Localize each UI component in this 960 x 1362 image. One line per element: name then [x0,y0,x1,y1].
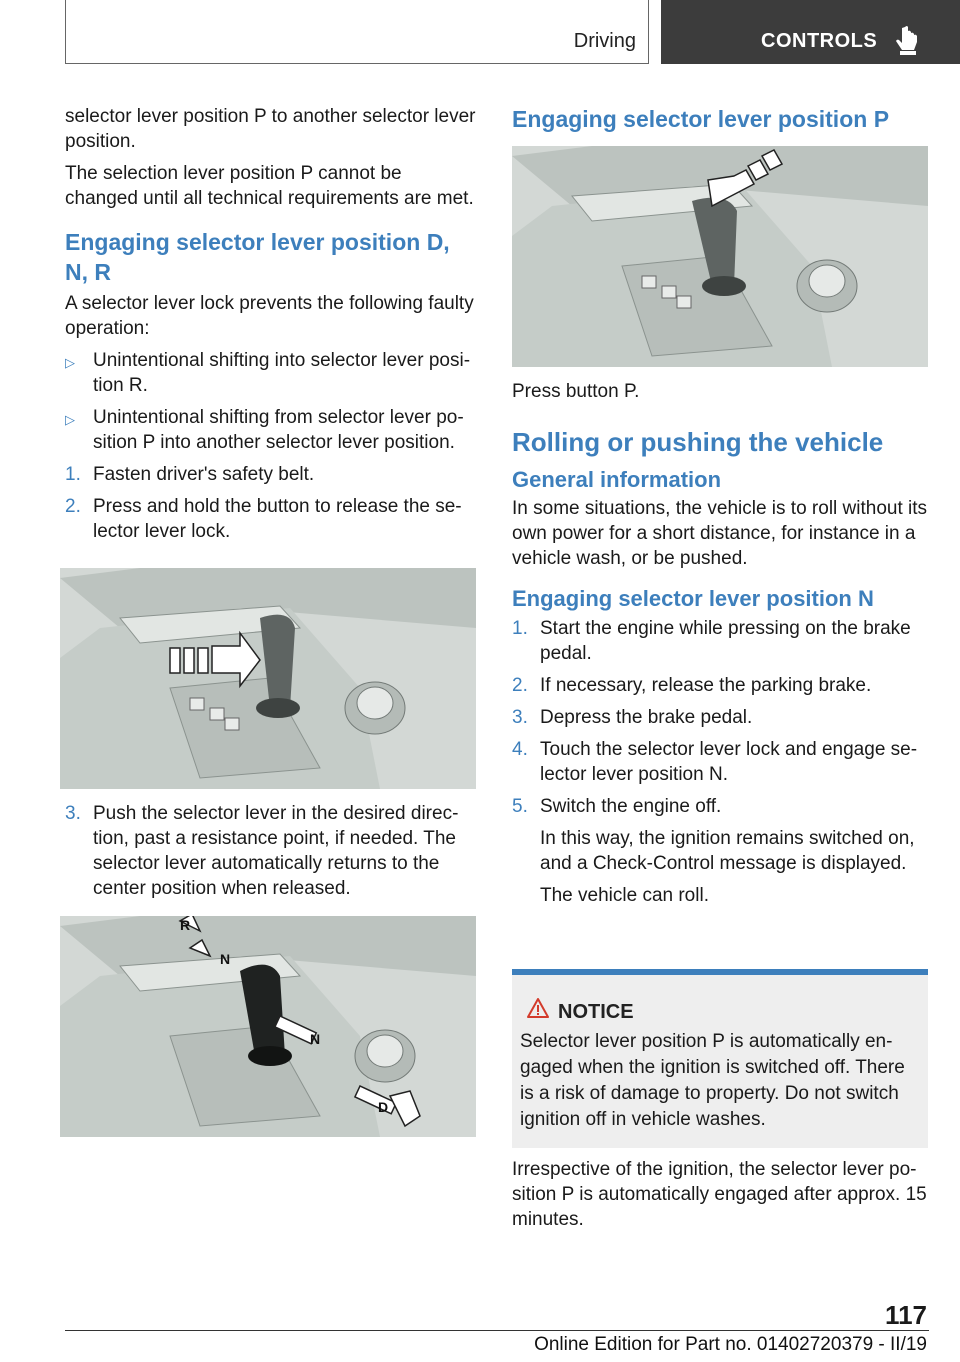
step-item [65,494,477,544]
step-item [512,705,928,730]
step-item [512,616,928,666]
step-number: 1. [512,618,528,639]
step-text: Press and hold the button to release the se‐ lector lever lock. [93,496,462,542]
illustration-lever-directions [60,916,476,1137]
header-chapter-label: CONTROLS [761,30,878,52]
header-section-title: Driving [573,30,636,52]
step-text: Fasten driver's safety belt. [93,464,315,485]
step-text: Start the engine while pressing on the brake pedal. [540,618,911,664]
step-text: Touch the selector lever lock and engage se‐ lector lever position N. [540,739,918,785]
step-item [512,794,928,819]
step-number: 3. [512,707,528,728]
footer-edition: Online Edition for Part no. 01402720379 - II/19 [534,1334,927,1355]
step-item [65,801,477,901]
heading-position-p: Engaging selector lever position P [512,106,890,132]
right-column-continued [512,379,928,908]
notice-title: NOTICE [558,1001,634,1023]
heading-rolling-pushing: Rolling or pushing the vehicle [512,427,884,457]
notice-text: Selector lever position P is automatically en‐ gaged when the ignition is switched off. There is a risk of damage to property. Do not switch ignition off in vehicle washes. [520,1031,905,1130]
header-section-box [65,0,649,64]
press-button-text: Press button P. [512,381,640,402]
heading-general-information: General information [512,467,722,492]
heading-position-n: Engaging selector lever position N [512,586,874,611]
step-item [65,462,477,487]
step-text: If necessary, release the parking brake. [540,675,872,696]
heading-position-dnr: Engaging selector lever position D, N, R [65,229,450,285]
footer-divider [65,1330,929,1331]
step-item [512,737,928,787]
page-number: 117 [885,1300,927,1330]
bullet-text: Unintentional shifting into selector lever posi‐ tion R. [93,350,471,396]
closing-block [512,1157,928,1232]
bullet-item [65,405,477,455]
general-information-text: In some situations, the vehicle is to roll without its own power for a short distance, for instance in a vehicle wash, or be pushed. [512,498,928,569]
step-text: Depress the brake pedal. [540,707,753,728]
step-number: 3. [65,803,81,824]
step-number: 2. [512,675,528,696]
left-column-continued [65,801,477,901]
bullet-item [65,348,477,398]
step-text: Switch the engine off. [540,796,722,817]
step-text: Push the selector lever in the desired direc‐ tion, past a resistance point, if needed. The selector lever automatically returns to the center position when released. [93,803,459,899]
step-5-note-roll: The vehicle can roll. [540,885,709,906]
notice-box [512,969,928,1148]
lever-lock-lead: A selector lever lock prevents the following faulty operation: [65,293,474,339]
direction-label-n: N [220,951,231,967]
header-chapter-tab [661,0,960,64]
direction-label-d: D [378,1099,389,1115]
illustration-button-p [512,146,928,367]
right-column [512,104,928,134]
bullet-text: Unintentional shifting from selector lever po‐ sition P into another selector lever position. [93,407,464,453]
warning-triangle-icon [526,997,550,1019]
intro-paragraph: selector lever position P to another selector lever position. [65,106,476,152]
direction-label-r: R [180,917,191,933]
step-5-note-ignition: In this way, the ignition remains switched on, and a Check-Control message is displayed. [540,828,915,874]
direction-label-n-lower: N [310,1031,321,1047]
step-number: 1. [65,464,81,485]
step-number: 5. [512,796,528,817]
hand-pointer-icon [895,26,923,56]
illustration-lever-lock-release [60,568,476,789]
bullet-triangle-icon: ▷ [65,355,75,370]
left-column [65,104,477,544]
step-item [512,673,928,698]
step-number: 4. [512,739,528,760]
step-number: 2. [65,496,81,517]
requirements-paragraph: The selection lever position P cannot be changed until all technical requirements are met. [65,163,474,209]
bullet-triangle-icon: ▷ [65,412,75,427]
closing-paragraph: Irrespective of the ignition, the selector lever po‐ sition P is automatically engaged after approx. 15 minutes. [512,1159,927,1230]
